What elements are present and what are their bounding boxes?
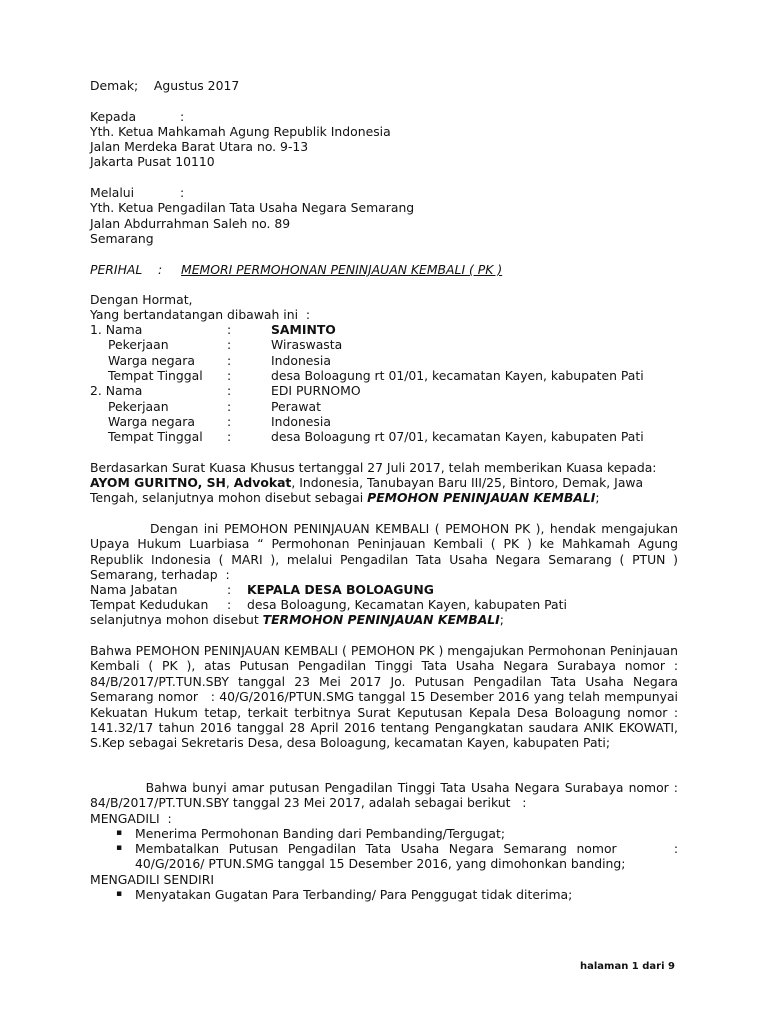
melalui-line-2: Jalan Abdurrahman Saleh no. 89	[90, 216, 291, 231]
person-1-warga-label: Warga negara	[108, 353, 195, 368]
kuasa-line-2	[90, 475, 643, 490]
colon: :	[227, 414, 232, 429]
colon: :	[227, 429, 232, 444]
colon: :	[227, 582, 232, 597]
colon: :	[227, 353, 232, 368]
person-2-name-label: 2. Nama	[90, 383, 143, 398]
kedudukan-value: desa Boloagung, Kecamatan Kayen, kabupaten Pati	[247, 597, 567, 612]
colon: :	[227, 597, 232, 612]
colon: :	[227, 368, 232, 383]
bullet-icon: ▪	[116, 843, 123, 853]
kuasa-name: AYOM GURITNO, SH	[90, 475, 226, 490]
person-1-tempat-label: Tempat Tinggal	[108, 368, 203, 383]
person-1-pekerjaan-label: Pekerjaan	[108, 337, 169, 352]
upaya-paragraph: Dengan ini PEMOHON PENINJAUAN KEMBALI ( PEMOHON PK ), hendak mengajukan Upaya Hukum Luarbiasa “ Permohonan Peninjauan Kembali ( PK ) ke Mahkamah Agung Republik Indonesia ( MARI ), melalui Pengadilan Tata Usaha Negara Semarang ( PTUN ) Semarang, terhadap :	[90, 521, 678, 583]
person-1-tempat: desa Boloagung rt 01/01, kecamatan Kayen, kabupaten Pati	[271, 368, 644, 383]
salutation: Dengan Hormat,	[90, 292, 193, 307]
person-1-warga: Indonesia	[271, 353, 331, 368]
mengadili-sendiri-heading: MENGADILI SENDIRI	[90, 872, 214, 887]
kuasa-line-3-end: ;	[595, 490, 600, 505]
kepada-colon: :	[180, 109, 185, 124]
person-2-warga: Indonesia	[271, 414, 331, 429]
mengadili-item-1: Menerima Permohonan Banding dari Pembanding/Tergugat;	[135, 826, 506, 841]
kepada-line-3: Jakarta Pusat 10110	[90, 154, 215, 169]
person-1-name: SAMINTO	[271, 322, 336, 337]
person-2-tempat: desa Boloagung rt 07/01, kecamatan Kayen, kabupaten Pati	[271, 429, 644, 444]
kuasa-line-3	[90, 490, 600, 505]
melalui-line-3: Semarang	[90, 231, 154, 246]
colon: :	[227, 322, 232, 337]
date-line: Demak; Agustus 2017	[90, 78, 240, 93]
pemohon-term: PEMOHON PENINJAUAN KEMBALI	[367, 490, 596, 505]
person-2-name: EDI PURNOMO	[271, 383, 361, 398]
person-1-name-label: 1. Nama	[90, 322, 143, 337]
jabatan-label: Nama Jabatan	[90, 582, 178, 597]
melalui-line-1: Yth. Ketua Pengadilan Tata Usaha Negara Semarang	[90, 200, 415, 215]
kepada-line-1: Yth. Ketua Mahkamah Agung Republik Indonesia	[90, 124, 391, 139]
colon: :	[227, 383, 232, 398]
termohon-term: TERMOHON PENINJAUAN KEMBALI	[262, 612, 500, 627]
perihal-value: MEMORI PERMOHONAN PENINJAUAN KEMBALI ( PK )	[181, 262, 503, 277]
bahwa-paragraph-2: Bahwa bunyi amar putusan Pengadilan Tinggi Tata Usaha Negara Surabaya nomor : 84/B/2017/PT.TUN.SBY tanggal 23 Mei 2017, adalah sebagai berikut :	[90, 780, 678, 811]
kuasa-line-1: Berdasarkan Surat Kuasa Khusus tertanggal 27 Juli 2017, telah memberikan Kuasa kepada:	[90, 460, 657, 475]
sebut-line	[90, 612, 504, 627]
bahwa-paragraph-1: Bahwa PEMOHON PENINJAUAN KEMBALI ( PEMOHON PK ) mengajukan Permohonan Peninjauan Kembali ( PK ), atas Putusan Pengadilan Tinggi Tata Usaha Negara Surabaya nomor : 84/B/2017/PT.TUN.SBY tanggal 23 Mei 2017 Jo. Putusan Pengadilan Tata Usaha Negara Semarang nomor : 40/G/2016/PTUN.SMG tanggal 15 Desember 2016 yang telah mempunyai Kekuatan Hukum tetap, terkait terbitnya Surat Keputusan Kepala Desa Boloagung nomor : 141.32/17 tahun 2016 tanggal 28 April 2016 tentang Pengangkatan saudara ANIK EKOWATI, S.Kep sebagai Sekretaris Desa, desa Boloagung, kecamatan Kayen, kabupaten Pati;	[90, 643, 678, 751]
person-2-warga-label: Warga negara	[108, 414, 195, 429]
person-2-tempat-label: Tempat Tinggal	[108, 429, 203, 444]
kuasa-address: , Indonesia, Tanubayan Baru III/25, Bintoro, Demak, Jawa	[291, 475, 644, 490]
kedudukan-label: Tempat Kedudukan	[90, 597, 209, 612]
colon: :	[227, 399, 232, 414]
page-number: halaman 1 dari 9	[580, 961, 675, 972]
colon: :	[227, 337, 232, 352]
mengadili-sendiri-item-1: Menyatakan Gugatan Para Terbanding/ Para Penggugat tidak diterima;	[135, 887, 573, 902]
kepada-line-2: Jalan Merdeka Barat Utara no. 9-13	[90, 139, 309, 154]
perihal-colon: :	[158, 262, 163, 277]
jabatan-value: KEPALA DESA BOLOAGUNG	[247, 582, 434, 597]
bullet-icon: ▪	[116, 889, 123, 899]
mengadili-heading: MENGADILI :	[90, 811, 172, 826]
kuasa-line-3-text: Tengah, selanjutnya mohon disebut sebagai	[90, 490, 368, 505]
mengadili-item-2: Membatalkan Putusan Pengadilan Tata Usaha Negara Semarang nomor : 40/G/2016/ PTUN.SMG tanggal 15 Desember 2016, yang dimohonkan banding;	[135, 841, 678, 872]
person-2-pekerjaan: Perawat	[271, 399, 321, 414]
intro-line: Yang bertandatangan dibawah ini :	[90, 307, 311, 322]
sebut-end: ;	[499, 612, 504, 627]
kuasa-sep: ,	[225, 475, 234, 490]
kepada-label: Kepada	[90, 109, 137, 124]
sebut-text: selanjutnya mohon disebut	[90, 612, 263, 627]
person-2-pekerjaan-label: Pekerjaan	[108, 399, 169, 414]
perihal-label: PERIHAL	[90, 262, 143, 277]
person-1-pekerjaan: Wiraswasta	[271, 337, 343, 352]
melalui-colon: :	[180, 185, 185, 200]
melalui-label: Melalui	[90, 185, 135, 200]
kuasa-title: Advokat	[233, 475, 292, 490]
bullet-icon: ▪	[116, 828, 123, 838]
